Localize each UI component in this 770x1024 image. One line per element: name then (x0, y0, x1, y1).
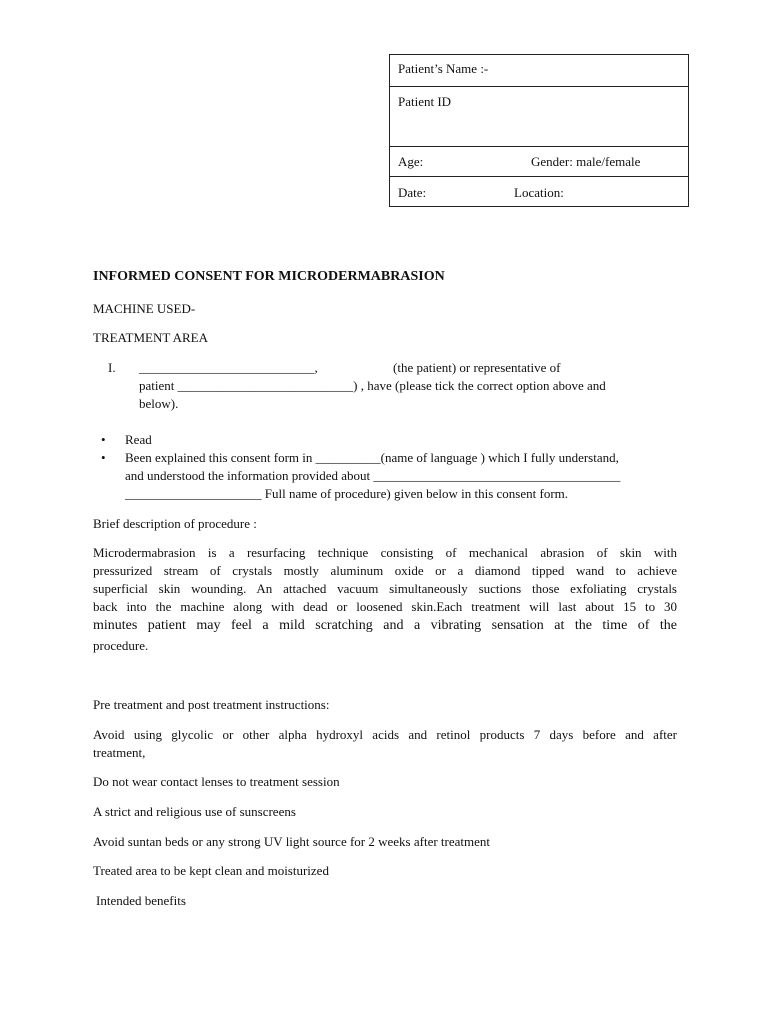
declaration-numeral: I. (108, 360, 116, 375)
description-line: back into the machine along with dead or loosened skin.Each treatment will last about 15 to 30 (93, 599, 677, 614)
description-line: superficial skin wounding. An attached vacuum simultaneously suctions those exfoliating crystals (93, 581, 677, 596)
declaration-line2: patient ___________________________) , have (please tick the correct option above and (139, 378, 606, 393)
declaration-line3: below). (139, 396, 179, 411)
patient-info-box (389, 54, 689, 207)
patient-name-label: Patient’s Name :- (398, 61, 489, 76)
patient-id-row[interactable] (390, 87, 688, 147)
bullet-icon: • (101, 432, 106, 447)
date-location-row[interactable] (390, 177, 688, 208)
instruction-item: A strict and religious use of sunscreens (93, 804, 296, 819)
instruction-item: Avoid using glycolic or other alpha hydroxyl acids and retinol products 7 days before and after (93, 727, 677, 742)
treatment-area-label: TREATMENT AREA (93, 330, 208, 345)
age-label: Age: (398, 154, 424, 169)
patient-name-row[interactable] (390, 55, 688, 87)
date-label: Date: (398, 185, 427, 200)
gender-label: Gender: male/female (531, 154, 641, 169)
instructions-heading: Pre treatment and post treatment instructions: (93, 697, 330, 712)
patient-name-blank: ___________________________, (139, 360, 318, 375)
description-line: minutes patient may feel a mild scratching and a vibrating sensation at the time of the (93, 618, 677, 633)
instruction-item: Do not wear contact lenses to treatment session (93, 774, 340, 789)
bullet-read: Read (125, 432, 152, 447)
description-line: Microdermabrasion is a resurfacing technique consisting of mechanical abrasion of skin with (93, 545, 677, 560)
age-gender-row[interactable] (390, 147, 688, 177)
description-line: procedure. (93, 638, 149, 653)
page-title: INFORMED CONSENT FOR MICRODERMABRASION (93, 269, 445, 284)
bullet-explained-line1: Been explained this consent form in __________(name of language ) which I fully understand, (125, 450, 619, 465)
description-line: pressurized stream of crystals mostly aluminum oxide or a diamond tipped wand to achieve (93, 563, 677, 578)
instruction-item: Treated area to be kept clean and moisturized (93, 863, 329, 878)
brief-description-heading: Brief description of procedure : (93, 516, 257, 531)
instruction-item: treatment, (93, 745, 146, 760)
bullet-icon: • (101, 450, 106, 465)
patient-id-label: Patient ID (398, 94, 452, 109)
location-label: Location: (514, 185, 564, 200)
bullet-explained-line3: _____________________ Full name of procedure) given below in this consent form. (125, 486, 569, 501)
bullet-explained-line2: and understood the information provided about ______________________________________ (125, 468, 621, 483)
machine-used-label: MACHINE USED- (93, 301, 196, 316)
instruction-item: Avoid suntan beds or any strong UV light source for 2 weeks after treatment (93, 834, 491, 849)
intended-benefits-heading: Intended benefits (96, 893, 186, 908)
declaration-line1-text: (the patient) or representative of (393, 360, 561, 375)
